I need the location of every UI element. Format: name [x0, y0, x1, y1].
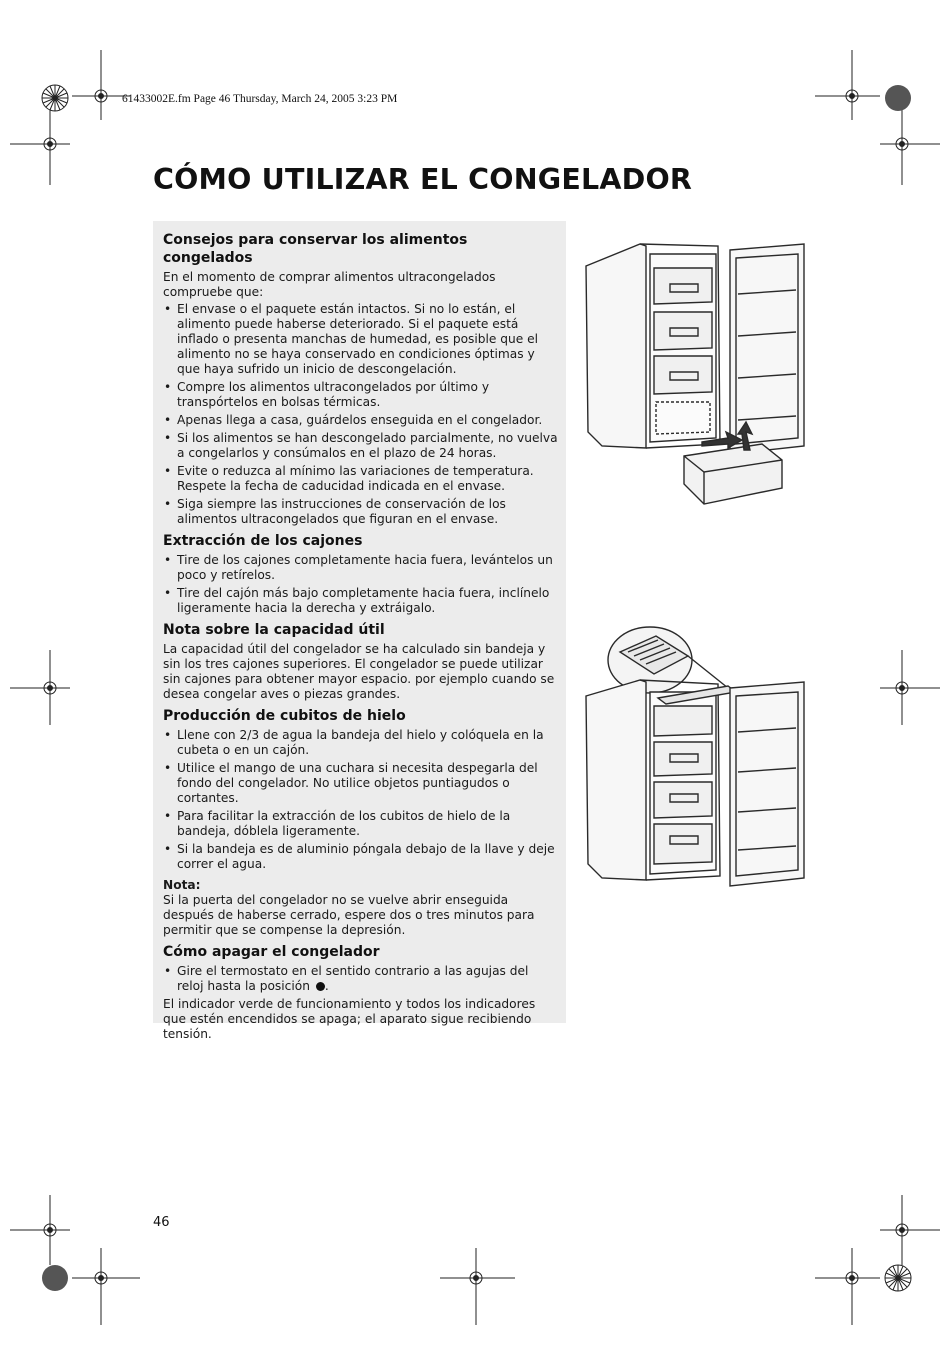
- section-text: El indicador verde de funcionamiento y todos los indicadores que estén encendidos se apaga; el aparato sigue recibiendo tensión.: [163, 997, 536, 1041]
- section-heading: Nota sobre la capacidad útil: [163, 622, 385, 638]
- note-text: Si la puerta del congelador no se vuelve abrir enseguida después de haberse cerrado, espere dos o tres minutos para permitir que se compense la depresión.: [163, 893, 535, 937]
- list-item: • Siga siempre las instrucciones de conservación de los alimentos ultracongelados que figuran en el envase.: [163, 497, 558, 527]
- list-item-suffix: .: [324, 979, 329, 993]
- list-item-text: Gire el termostato en el sentido contrario a las agujas del reloj hasta la posición: [177, 964, 529, 993]
- list-item: • Si la bandeja es de aluminio póngala debajo de la llave y deje correr el agua.: [163, 842, 558, 872]
- section-heading: Extracción de los cajones: [163, 533, 363, 549]
- note-label: Nota:: [163, 878, 201, 892]
- list-item: • Tire del cajón más bajo completamente hacia fuera, inclínelo ligeramente hacia la derecha y extráigalo.: [163, 586, 558, 616]
- list-item: • Tire de los cajones completamente hacia fuera, levántelos un poco y retírelos.: [163, 553, 558, 583]
- list-item: • Evite o reduzca al mínimo las variaciones de temperatura. Respete la fecha de caducidad indicada en el envase.: [163, 464, 558, 494]
- list-item: • Utilice el mango de una cuchara si necesita despegarla del fondo del congelador. No utilice objetos puntiagudos o cortantes.: [163, 761, 558, 806]
- section-heading: Producción de cubitos de hielo: [163, 708, 406, 724]
- page-number: 46: [153, 1215, 170, 1230]
- list-item: • Para facilitar la extracción de los cubitos de hielo de la bandeja, dóblela ligeramente.: [163, 809, 558, 839]
- list-item: • Apenas llega a casa, guárdelos enseguida en el congelador.: [163, 413, 558, 428]
- list-item: • Llene con 2/3 de agua la bandeja del hielo y colóquela en la cubeta o en un cajón.: [163, 728, 558, 758]
- page-title: CÓMO UTILIZAR EL CONGELADOR: [153, 163, 693, 196]
- section-intro: En el momento de comprar alimentos ultracongelados compruebe que:: [163, 270, 496, 299]
- section-text: La capacidad útil del congelador se ha calculado sin bandeja y sin los tres cajones superiores. El congelador se puede utilizar sin cajones para obtener mayor espacio. por ejemplo cuando se desea congelar aves o piezas grandes.: [163, 642, 555, 701]
- list-item: • Compre los alimentos ultracongelados por último y transpórtelos en bolsas térmicas.: [163, 380, 558, 410]
- section-heading: Cómo apagar el congelador: [163, 944, 380, 960]
- list-item: • El envase o el paquete están intactos. Si no lo están, el alimento puede haberse deteriorado. Si el paquete está inflado o presenta manchas de humedad, es posible que el alimento no se haya conservado en condiciones óptimas y que haya sufrido un inicio de descongelación.: [163, 302, 558, 377]
- list-item: • Si los alimentos se han descongelado parcialmente, no vuelva a congelarlos y consúmalos en el plazo de 24 horas.: [163, 431, 558, 461]
- section-heading: Consejos para conservar los alimentos congelados: [163, 232, 468, 266]
- print-header: 61433002E.fm Page 46 Thursday, March 24, 2005 3:23 PM: [122, 93, 398, 105]
